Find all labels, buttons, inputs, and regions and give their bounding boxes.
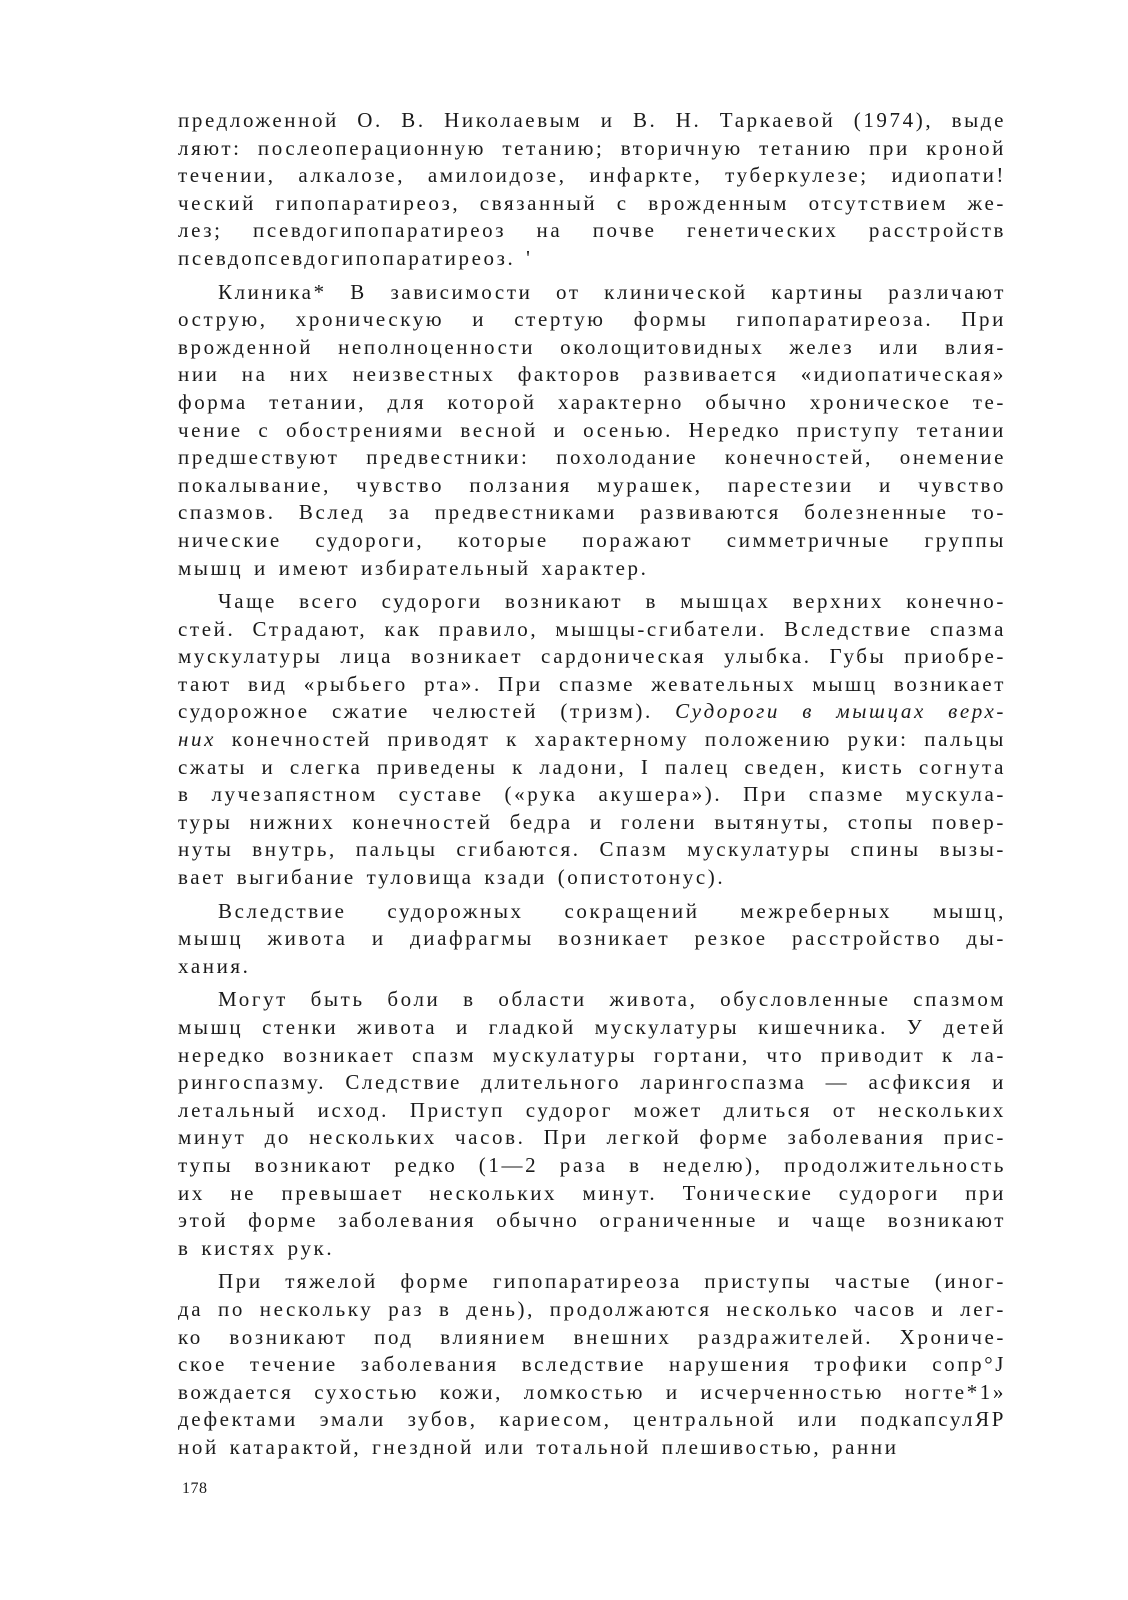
text-line: предложенной О. В. Николаевым и В. Н. Таркаевой (1974), выде [178, 108, 1006, 132]
text-line: рингоспазму. Следствие длительного ларингоспазма — асфиксия и [178, 1070, 1006, 1095]
text-line: ко возникают под влиянием внешних раздражителей. Хрониче- [178, 1324, 1006, 1349]
page-number: 178 [182, 1480, 208, 1497]
text-line: ское течение заболевания вследствие нарушения трофики сопр°J [178, 1352, 1006, 1377]
text-line: спазмов. Вслед за предвестниками развиваются болезненные то- [178, 500, 1006, 525]
text-line: нередко возникает спазм мускулатуры гортани, что приводит к ла- [178, 1042, 1006, 1067]
text-line: Клиника* В зависимости от клинической картины различают [218, 279, 1006, 304]
text-line: минут до нескольких часов. При легкой форме заболевания прис- [178, 1125, 1006, 1150]
text-line: При тяжелой форме гипопаратиреоза приступы частые (иног- [218, 1269, 1006, 1294]
text-line: Чаще всего судороги возникают в мышцах верхних конечно- [218, 589, 1006, 614]
text-line: в кистях рук. [178, 1235, 335, 1260]
text-line: острую, хроническую и стертую формы гипопаратиреоза. При [178, 307, 1006, 332]
text-line: предшествуют предвестники: похолодание конечностей, онемение [178, 445, 1006, 470]
text-line: в лучезапястном суставе («рука акушера»). При спазме мускула- [178, 782, 1006, 807]
text-line: псевдопсевдогипопаратиреоз. ' [178, 245, 533, 270]
text-line: летальный исход. Приступ судорог может длиться от нескольких [178, 1097, 1006, 1122]
text-line: нические судороги, которые поражают симметричные группы [178, 527, 1006, 552]
text-line: ческий гипопаратиреоз, связанный с врожденным отсутствием же- [178, 190, 1006, 215]
text-line: тают вид «рыбьего рта». При спазме жевательных мышц возникает [178, 671, 1006, 696]
paragraph [178, 588, 1006, 892]
paragraph [178, 898, 1006, 981]
text-line: течении, алкалозе, амилоидозе, инфаркте, туберкулезе; идиопати! [178, 163, 1006, 188]
text-line: мышц и имеют избирательный характер. [178, 555, 649, 580]
text-line: дефектами эмали зубов, кариесом, центральной или подкапсулЯР [178, 1407, 1006, 1432]
text-line: тупы возникают редко (1—2 раза в неделю), продолжительность [178, 1152, 1006, 1177]
text-line: покалывание, чувство ползания мурашек, парестезии и чувство [178, 472, 1006, 497]
text-line: сжаты и слегка приведены к ладони, I палец сведен, кисть согнута [178, 754, 1006, 779]
text-line: форма тетании, для которой характерно обычно хроническое те- [178, 389, 1006, 414]
text-line: Вследствие судорожных сокращений межреберных мышц, [218, 898, 1006, 923]
text-line: да по нескольку раз в день), продолжаются несколько часов и лег- [178, 1296, 1006, 1321]
text-line: этой форме заболевания обычно ограниченные и чаще возникают [178, 1208, 1006, 1233]
text-line: судорожное сжатие челюстей (тризм). Судороги в мышцах верх- [178, 699, 1006, 724]
text-line: вает выгибание туловища кзади (опистотонус). [178, 865, 726, 890]
text-line: мускулатуры лица возникает сардоническая улыбка. Губы приобре- [178, 644, 1006, 669]
text-line: их не превышает нескольких минут. Тонические судороги при [178, 1180, 1006, 1205]
page-body [178, 107, 1006, 1468]
text-line: ной катарактой, гнездной или тотальной плешивостью, ранни [178, 1434, 899, 1459]
text-line: хания. [178, 953, 251, 978]
text-line: Могут быть боли в области живота, обусловленные спазмом [218, 987, 1006, 1012]
text-line: нии на них неизвестных факторов развивается «идиопатическая» [178, 362, 1006, 387]
text-line: чение с обострениями весной и осенью. Нередко приступу тетании [178, 417, 1006, 442]
paragraph [178, 107, 1006, 273]
paragraph [178, 279, 1006, 583]
text-line: вождается сухостью кожи, ломкостью и исчерченностью ногте*1» [178, 1379, 1006, 1404]
text-line: стей. Страдают, как правило, мышцы-сгибатели. Вследствие спазма [178, 616, 1006, 641]
text-line: них конечностей приводят к характерному положению руки: пальцы [178, 727, 1006, 752]
text-line: нуты внутрь, пальцы сгибаются. Спазм мускулатуры спины вызы- [178, 837, 1006, 862]
text-line: врожденной неполноценности околощитовидных желез или влия- [178, 334, 1006, 359]
text-line: лез; псевдогипопаратиреоз на почве генетических расстройств [178, 218, 1006, 243]
paragraph [178, 986, 1006, 1262]
text-line: ляют: послеоперационную тетанию; вторичную тетанию при кроной [178, 135, 1006, 160]
text-line: мышц живота и диафрагмы возникает резкое расстройство ды- [178, 926, 1006, 951]
paragraph [178, 1268, 1006, 1461]
text-line: туры нижних конечностей бедра и голени вытянуты, стопы повер- [178, 809, 1006, 834]
text-line: мышц стенки живота и гладкой мускулатуры кишечника. У детей [178, 1015, 1006, 1039]
